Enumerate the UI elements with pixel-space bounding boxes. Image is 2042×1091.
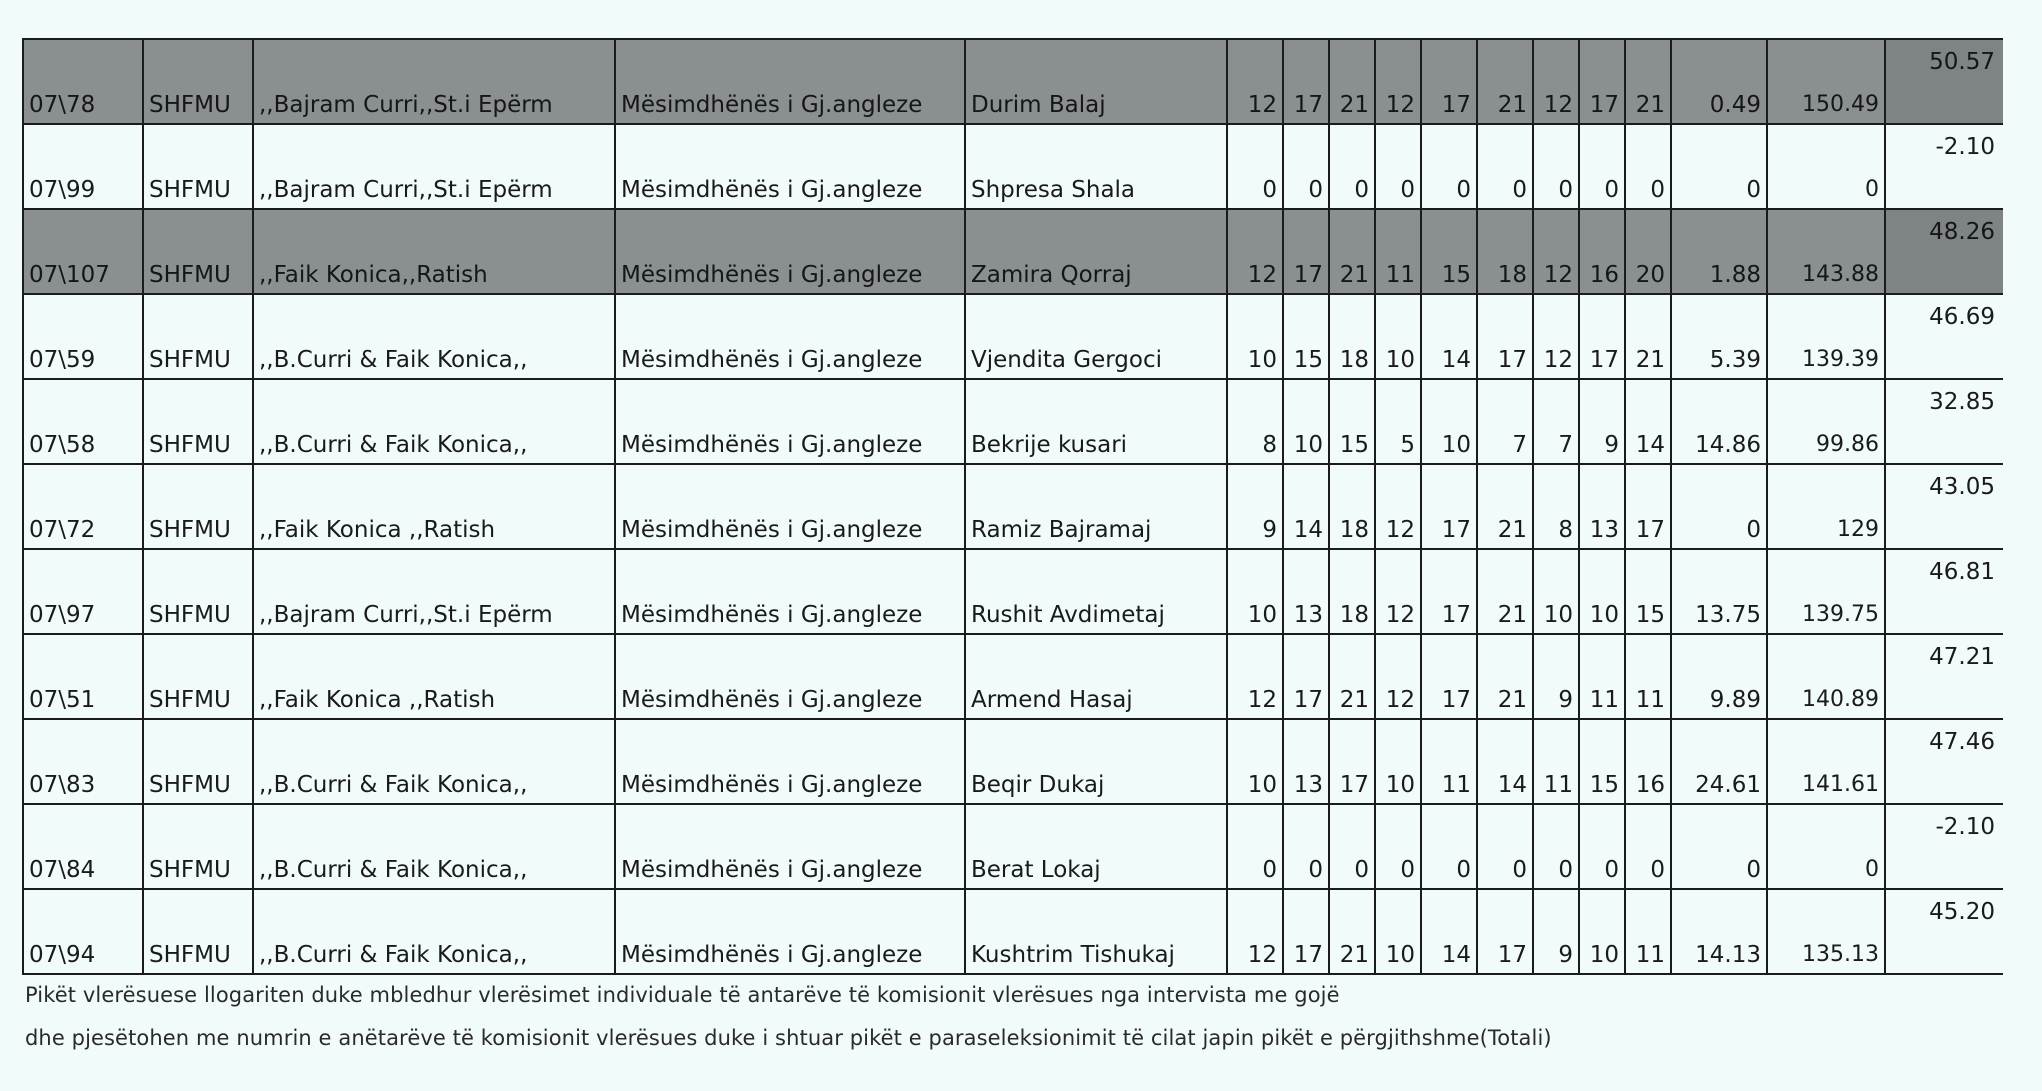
score-cell: 21 <box>1329 634 1375 719</box>
score-cell: 10 <box>1227 294 1283 379</box>
score-cell: 12 <box>1227 209 1283 294</box>
score-cell: 14 <box>1421 294 1477 379</box>
code-cell: 07\72 <box>23 464 143 549</box>
score-cell: 17 <box>1283 634 1329 719</box>
name-cell: Armend Hasaj <box>965 634 1227 719</box>
table-row <box>23 379 2003 464</box>
final-score-cell: 141.61 <box>1767 719 1885 804</box>
score-cell: 0 <box>1375 804 1421 889</box>
score-cell: 17 <box>1625 464 1671 549</box>
score-cell: 13 <box>1283 549 1329 634</box>
position-cell: Mësimdhënës i Gj.angleze <box>615 804 965 889</box>
final-score-cell: 143.88 <box>1767 209 1885 294</box>
table-row <box>23 634 2003 719</box>
score-cell: 10 <box>1533 549 1579 634</box>
final-score-cell: 99.86 <box>1767 379 1885 464</box>
score-cell: 14 <box>1421 889 1477 974</box>
org-cell: SHFMU <box>143 804 253 889</box>
preselection-cell: 24.61 <box>1671 719 1767 804</box>
score-cell: 10 <box>1227 549 1283 634</box>
score-cell: 12 <box>1227 39 1283 124</box>
org-cell: SHFMU <box>143 379 253 464</box>
score-cell: 15 <box>1579 719 1625 804</box>
position-cell: Mësimdhënës i Gj.angleze <box>615 719 965 804</box>
score-cell: 0 <box>1283 124 1329 209</box>
score-cell: 17 <box>1421 634 1477 719</box>
table-row <box>23 124 2003 209</box>
score-cell: 0 <box>1375 124 1421 209</box>
score-cell: 21 <box>1625 39 1671 124</box>
score-cell: 0 <box>1227 804 1283 889</box>
preselection-cell: 9.89 <box>1671 634 1767 719</box>
score-cell: 17 <box>1329 719 1375 804</box>
total-cell: 46.69 <box>1885 294 2003 379</box>
score-cell: 12 <box>1375 549 1421 634</box>
score-cell: 11 <box>1625 889 1671 974</box>
score-cell: 0 <box>1329 124 1375 209</box>
score-cell: 10 <box>1375 719 1421 804</box>
preselection-cell: 14.13 <box>1671 889 1767 974</box>
score-cell: 0 <box>1227 124 1283 209</box>
name-cell: Durim Balaj <box>965 39 1227 124</box>
school-cell: ,,B.Curri & Faik Konica,, <box>253 889 615 974</box>
total-cell: 48.26 <box>1885 209 2003 294</box>
score-cell: 17 <box>1579 294 1625 379</box>
score-cell: 10 <box>1375 294 1421 379</box>
final-score-cell: 0 <box>1767 804 1885 889</box>
score-cell: 21 <box>1477 549 1533 634</box>
score-cell: 14 <box>1477 719 1533 804</box>
score-cell: 13 <box>1283 719 1329 804</box>
total-cell: 32.85 <box>1885 379 2003 464</box>
score-cell: 15 <box>1625 549 1671 634</box>
org-cell: SHFMU <box>143 39 253 124</box>
score-cell: 10 <box>1283 379 1329 464</box>
school-cell: ,,B.Curri & Faik Konica,, <box>253 804 615 889</box>
school-cell: ,,B.Curri & Faik Konica,, <box>253 294 615 379</box>
score-cell: 5 <box>1375 379 1421 464</box>
score-cell: 7 <box>1477 379 1533 464</box>
position-cell: Mësimdhënës i Gj.angleze <box>615 379 965 464</box>
code-cell: 07\84 <box>23 804 143 889</box>
score-cell: 12 <box>1375 634 1421 719</box>
total-cell: -2.10 <box>1885 804 2003 889</box>
score-cell: 21 <box>1329 889 1375 974</box>
total-cell: 46.81 <box>1885 549 2003 634</box>
school-cell: ,,Faik Konica ,,Ratish <box>253 464 615 549</box>
final-score-cell: 129 <box>1767 464 1885 549</box>
name-cell: Shpresa Shala <box>965 124 1227 209</box>
score-cell: 16 <box>1625 719 1671 804</box>
score-cell: 9 <box>1227 464 1283 549</box>
score-cell: 10 <box>1579 549 1625 634</box>
org-cell: SHFMU <box>143 209 253 294</box>
score-cell: 12 <box>1375 464 1421 549</box>
school-cell: ,,Bajram Curri,,St.i Epërm <box>253 39 615 124</box>
name-cell: Ramiz Bajramaj <box>965 464 1227 549</box>
score-cell: 21 <box>1625 294 1671 379</box>
score-cell: 10 <box>1579 889 1625 974</box>
code-cell: 07\94 <box>23 889 143 974</box>
code-cell: 07\99 <box>23 124 143 209</box>
score-cell: 0 <box>1421 804 1477 889</box>
total-cell: 47.46 <box>1885 719 2003 804</box>
score-cell: 11 <box>1421 719 1477 804</box>
school-cell: ,,B.Curri & Faik Konica,, <box>253 719 615 804</box>
school-cell: ,,Faik Konica,,Ratish <box>253 209 615 294</box>
position-cell: Mësimdhënës i Gj.angleze <box>615 209 965 294</box>
candidates-table <box>22 38 2003 975</box>
score-cell: 12 <box>1227 889 1283 974</box>
score-cell: 17 <box>1477 889 1533 974</box>
footnote-line-1: Pikët vlerësuese llogariten duke mbledhur vlerësimet individuale të antarëve të komisionit vlerësues nga intervista me gojë <box>25 983 1340 1007</box>
total-cell: 47.21 <box>1885 634 2003 719</box>
final-score-cell: 140.89 <box>1767 634 1885 719</box>
name-cell: Vjendita Gergoci <box>965 294 1227 379</box>
table-row <box>23 719 2003 804</box>
org-cell: SHFMU <box>143 719 253 804</box>
org-cell: SHFMU <box>143 634 253 719</box>
total-cell: 50.57 <box>1885 39 2003 124</box>
position-cell: Mësimdhënës i Gj.angleze <box>615 634 965 719</box>
score-cell: 0 <box>1421 124 1477 209</box>
position-cell: Mësimdhënës i Gj.angleze <box>615 124 965 209</box>
school-cell: ,,Bajram Curri,,St.i Epërm <box>253 549 615 634</box>
score-cell: 8 <box>1227 379 1283 464</box>
score-cell: 0 <box>1477 804 1533 889</box>
org-cell: SHFMU <box>143 124 253 209</box>
score-cell: 0 <box>1283 804 1329 889</box>
score-cell: 13 <box>1579 464 1625 549</box>
score-cell: 0 <box>1477 124 1533 209</box>
score-cell: 21 <box>1477 39 1533 124</box>
score-cell: 17 <box>1579 39 1625 124</box>
table-row <box>23 549 2003 634</box>
score-cell: 17 <box>1283 39 1329 124</box>
table-row <box>23 294 2003 379</box>
score-cell: 9 <box>1533 634 1579 719</box>
score-cell: 17 <box>1477 294 1533 379</box>
school-cell: ,,Bajram Curri,,St.i Epërm <box>253 124 615 209</box>
preselection-cell: 5.39 <box>1671 294 1767 379</box>
score-cell: 18 <box>1329 294 1375 379</box>
score-cell: 12 <box>1375 39 1421 124</box>
score-cell: 18 <box>1329 549 1375 634</box>
score-cell: 15 <box>1421 209 1477 294</box>
name-cell: Bekrije kusari <box>965 379 1227 464</box>
code-cell: 07\83 <box>23 719 143 804</box>
code-cell: 07\97 <box>23 549 143 634</box>
code-cell: 07\59 <box>23 294 143 379</box>
score-cell: 0 <box>1625 124 1671 209</box>
code-cell: 07\78 <box>23 39 143 124</box>
school-cell: ,,B.Curri & Faik Konica,, <box>253 379 615 464</box>
score-cell: 17 <box>1421 39 1477 124</box>
table-row <box>23 889 2003 974</box>
total-cell: 43.05 <box>1885 464 2003 549</box>
org-cell: SHFMU <box>143 294 253 379</box>
score-cell: 17 <box>1283 209 1329 294</box>
score-cell: 14 <box>1625 379 1671 464</box>
score-cell: 10 <box>1375 889 1421 974</box>
preselection-cell: 14.86 <box>1671 379 1767 464</box>
preselection-cell: 1.88 <box>1671 209 1767 294</box>
score-cell: 12 <box>1533 294 1579 379</box>
position-cell: Mësimdhënës i Gj.angleze <box>615 549 965 634</box>
score-cell: 17 <box>1421 549 1477 634</box>
preselection-cell: 0 <box>1671 464 1767 549</box>
table-row <box>23 464 2003 549</box>
final-score-cell: 135.13 <box>1767 889 1885 974</box>
final-score-cell: 0 <box>1767 124 1885 209</box>
table-row <box>23 209 2003 294</box>
total-cell: 45.20 <box>1885 889 2003 974</box>
code-cell: 07\58 <box>23 379 143 464</box>
org-cell: SHFMU <box>143 549 253 634</box>
final-score-cell: 139.39 <box>1767 294 1885 379</box>
score-cell: 15 <box>1329 379 1375 464</box>
score-cell: 0 <box>1625 804 1671 889</box>
org-cell: SHFMU <box>143 464 253 549</box>
score-cell: 12 <box>1533 39 1579 124</box>
position-cell: Mësimdhënës i Gj.angleze <box>615 889 965 974</box>
table-row <box>23 804 2003 889</box>
position-cell: Mësimdhënës i Gj.angleze <box>615 39 965 124</box>
score-cell: 8 <box>1533 464 1579 549</box>
preselection-cell: 13.75 <box>1671 549 1767 634</box>
table-row <box>23 39 2003 124</box>
name-cell: Berat Lokaj <box>965 804 1227 889</box>
name-cell: Zamira Qorraj <box>965 209 1227 294</box>
score-cell: 11 <box>1625 634 1671 719</box>
preselection-cell: 0 <box>1671 804 1767 889</box>
final-score-cell: 150.49 <box>1767 39 1885 124</box>
score-cell: 21 <box>1329 209 1375 294</box>
score-cell: 16 <box>1579 209 1625 294</box>
score-cell: 12 <box>1533 209 1579 294</box>
name-cell: Kushtrim Tishukaj <box>965 889 1227 974</box>
total-cell: -2.10 <box>1885 124 2003 209</box>
score-cell: 0 <box>1579 804 1625 889</box>
score-cell: 21 <box>1477 634 1533 719</box>
score-cell: 0 <box>1329 804 1375 889</box>
school-cell: ,,Faik Konica ,,Ratish <box>253 634 615 719</box>
score-cell: 11 <box>1533 719 1579 804</box>
score-cell: 10 <box>1227 719 1283 804</box>
preselection-cell: 0 <box>1671 124 1767 209</box>
score-cell: 0 <box>1579 124 1625 209</box>
score-cell: 21 <box>1477 464 1533 549</box>
score-cell: 21 <box>1329 39 1375 124</box>
score-cell: 0 <box>1533 124 1579 209</box>
score-cell: 12 <box>1227 634 1283 719</box>
preselection-cell: 0.49 <box>1671 39 1767 124</box>
name-cell: Beqir Dukaj <box>965 719 1227 804</box>
name-cell: Rushit Avdimetaj <box>965 549 1227 634</box>
score-cell: 18 <box>1329 464 1375 549</box>
position-cell: Mësimdhënës i Gj.angleze <box>615 464 965 549</box>
score-cell: 17 <box>1421 464 1477 549</box>
score-cell: 15 <box>1283 294 1329 379</box>
score-cell: 18 <box>1477 209 1533 294</box>
position-cell: Mësimdhënës i Gj.angleze <box>615 294 965 379</box>
score-cell: 9 <box>1579 379 1625 464</box>
footnote-line-2: dhe pjesëtohen me numrin e anëtarëve të komisionit vlerësues duke i shtuar pikët e paraseleksionimit të cilat japin pikët e përgjithshme(Totali) <box>25 1026 1552 1050</box>
score-cell: 20 <box>1625 209 1671 294</box>
code-cell: 07\51 <box>23 634 143 719</box>
code-cell: 07\107 <box>23 209 143 294</box>
score-cell: 11 <box>1375 209 1421 294</box>
final-score-cell: 139.75 <box>1767 549 1885 634</box>
score-cell: 11 <box>1579 634 1625 719</box>
score-cell: 9 <box>1533 889 1579 974</box>
score-cell: 0 <box>1533 804 1579 889</box>
score-cell: 10 <box>1421 379 1477 464</box>
score-cell: 14 <box>1283 464 1329 549</box>
org-cell: SHFMU <box>143 889 253 974</box>
score-cell: 17 <box>1283 889 1329 974</box>
score-cell: 7 <box>1533 379 1579 464</box>
